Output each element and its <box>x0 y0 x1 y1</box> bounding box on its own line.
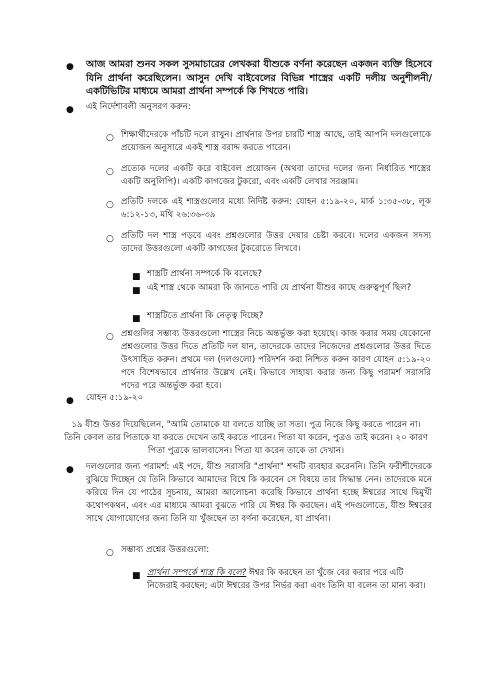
possible-answer <box>147 567 431 593</box>
bullet: ○ <box>106 167 114 177</box>
bullet: ○ <box>106 200 114 210</box>
step-item: প্রতিটি দল শাস্ত্র পড়বে এবং প্রশ্নগুলোর উত্তর দেয়ার চেষ্টা করবে। দলের একজন সদস্য তাদের উত্তরগুলো একটি কাগজের টুকরোতে লিখবে। <box>121 231 431 254</box>
bullet: ● <box>66 62 74 72</box>
intro-paragraph: আজ আমরা শুনব সকল সুসমাচারের লেখকরা যীশুকে বর্ণনা করেছেন একজন ব্যক্তি হিসেবে যিনি প্রার্থনা করেছিলেন। আসুন দেখি বাইবেলের বিভিন্ন শাস্ত্রের একটি দলীয় অনুশীলনী/একটিভিটির মাধ্যমে আমরা প্রার্থনা সম্পর্কে কি শিখতে পারি। <box>86 59 432 97</box>
bullet: ■ <box>132 571 141 581</box>
bullet: ■ <box>132 286 141 296</box>
bullet: ● <box>66 465 74 475</box>
scripture-verse: ১৯ যীশু উত্তর দিয়েছিলেন, "আমি তোমাকে যা বলতে যাচ্ছি তা সত্য। পুত্র নিজে কিছু করতে পারেন না। তিনি কেবল তার পিতাকে যা করতে দেখেন তাই করতে পারেন। পিতা যা করেন, পুত্রও তাই করেন। ২০ কারণ পিতা পুত্রকে ভালবাসেন। পিতা যা করেন তাকে তা দেখান। <box>64 420 428 456</box>
bullet: ○ <box>106 548 114 558</box>
group-advice: দলগুলোর জন্য পরামর্শ: এই পদে, যীশু সরাসরি "প্রার্থনা" শব্দটি ব্যবহার করেননি। তিনি ফরীশীদেরকে বুঝিয়ে দিচ্ছেন যে তিনি কিভাবে আমাদের বিশ্বে কি করবেন সে বিষয়ে তার সিদ্ধান্ত নেন। তাদেরকে মনে করিয়ে দিন যে পাঠের সূচনায়, আমরা আলোচনা করেছি কিভাবে প্রার্থনা হচ্ছে ঈশ্বরের সাথে দ্বিমুখী কথোপকথন, এবং এর মাধ্যমে আমরা বুঝতে পারি যে ঈশ্বর কি করছেন। এই পদগুলোতে, যীশু ঈশ্বরের সাথে যোগাযোগের জন্য তিনি যা খুঁজছেন তা বর্ণনা করেছেন, যা প্রার্থনা। <box>86 462 432 524</box>
bullet: ○ <box>106 133 114 143</box>
answer-text: ঈশ্বর কি করছেন তা খুঁজে বের করার পরে এটি নিজেরাই করছেন; এটা ঈশ্বরের উপর নির্ভর করা এবং তিনি যা বলেন তা মান্য করা। <box>147 568 426 591</box>
bullet: ● <box>66 396 74 406</box>
step-item: প্রতিটি দলকে এই শাস্ত্রগুলোর মধ্যে নির্দিষ্ট করুন: যোহন ৫:১৯-২০, মার্ক ১:৩৫-৩৮, লূক ৬:১২-১৩, মথি ২৬:৩৬-৩৯ <box>121 197 431 220</box>
instructions-heading: এই নির্দেশাবলী অনুসরণ করুন: <box>86 102 191 112</box>
scripture-reference: যোহন ৫:১৯-২০ <box>86 393 144 403</box>
question-item: এই শাস্ত্র থেকে আমরা কি জানতে পারি যে প্রার্থনা যীশুর কাছে গুরুত্বপূর্ণ ছিল? <box>147 283 412 293</box>
question-item: শাস্ত্রটিতে প্রার্থনা কি নেতৃত্ব দিচ্ছে? <box>147 311 264 321</box>
bullet: ■ <box>132 272 141 282</box>
bullet: ○ <box>106 234 114 244</box>
answers-note: প্রশ্নগুলির সম্ভাব্য উত্তরগুলো শাস্ত্রের নিচে অন্তর্ভুক্ত করা হয়েছে। কাজ করার সময় যেকোনো প্রশ্নগুলোর উত্তর দিতে প্রতিটি দল যান, তাদেরকে তাদের নিজেদের প্রশ্নগুলোর উত্তর দিতে উৎসাহিত করুন। প্রথমে দল (দলগুলো) পরিদর্শন করা নিশ্চিত করুন কারণ যোহন ৫:১৯-২০ পদে বিশেষভাবে প্রার্থনার উল্লেখ নেই। কিভাবে সাহায্য করার জন্য কিছু পরামর্শ সরাসরি পদের পরে অন্তর্ভুক্ত করা হবে। <box>121 329 431 391</box>
bullet: ○ <box>106 332 114 342</box>
bullet: ● <box>66 105 74 115</box>
step-item: প্রত্যেক দলের একটি করে বাইবেল প্রয়োজন (অথবা তাদের দলের জন্য নির্ধারিত শাস্ত্রের একটি অনুলিপি)। একটি কাগজের টুকরো, এবং একটি লেখার সরঞ্জাম। <box>121 164 431 187</box>
possible-answers-heading: সম্ভাব্য প্রশ্নের উত্তরগুলো: <box>121 545 210 555</box>
step-item: শিক্ষার্থীদেরকে পাঁচটি দলে রাখুন। প্রার্থনার উপর চারটি শাস্ত্র আছে, তাই আপনি দলগুলোকে প্রয়োজন অনুসারে একই শাস্ত্র বরাদ্দ করতে পারেন। <box>121 130 431 153</box>
answer-question: প্রার্থনা সম্পর্কে শাস্ত্র কি বলে? <box>147 568 247 578</box>
bullet: ■ <box>132 314 141 324</box>
question-item: শাস্ত্রটি প্রার্থনা সম্পর্কে কি বলেছে? <box>147 269 263 279</box>
